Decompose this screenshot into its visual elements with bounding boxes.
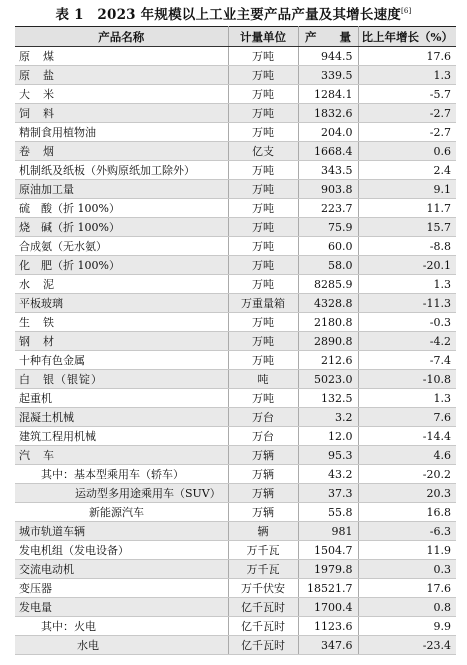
output-value: 132.5	[298, 389, 358, 408]
unit: 辆	[228, 522, 298, 541]
output-value: 944.5	[298, 47, 358, 66]
unit: 万辆	[228, 503, 298, 522]
product-name: 硫 酸（折 100%）	[15, 199, 228, 218]
growth-value: 9.9	[358, 617, 456, 636]
growth-value: 0.6	[358, 142, 456, 161]
output-value: 8285.9	[298, 275, 358, 294]
product-name: 水电	[15, 636, 228, 655]
output-value: 60.0	[298, 237, 358, 256]
output-value: 5023.0	[298, 370, 358, 389]
table-row	[15, 427, 456, 446]
product-name: 混凝土机械	[15, 408, 228, 427]
growth-value: -23.4	[358, 636, 456, 655]
product-name: 发电量	[15, 598, 228, 617]
table-row	[15, 85, 456, 104]
output-value: 95.3	[298, 446, 358, 465]
unit: 万吨	[228, 332, 298, 351]
growth-value: -20.2	[358, 465, 456, 484]
output-value: 339.5	[298, 66, 358, 85]
table-row	[15, 617, 456, 636]
output-value: 4328.8	[298, 294, 358, 313]
product-name: 新能源汽车	[15, 503, 228, 522]
output-value: 223.7	[298, 199, 358, 218]
growth-value: -2.7	[358, 123, 456, 142]
product-name: 起重机	[15, 389, 228, 408]
growth-value: -8.8	[358, 237, 456, 256]
unit: 万吨	[228, 389, 298, 408]
product-name: 变压器	[15, 579, 228, 598]
unit: 万吨	[228, 66, 298, 85]
product-name: 其中：火电	[15, 617, 228, 636]
growth-value: -7.4	[358, 351, 456, 370]
product-name: 钢 材	[15, 332, 228, 351]
unit: 万吨	[228, 218, 298, 237]
product-name: 运动型多用途乘用车（SUV）	[15, 484, 228, 503]
output-value: 1700.4	[298, 598, 358, 617]
unit: 万吨	[228, 104, 298, 123]
product-name: 城市轨道车辆	[15, 522, 228, 541]
product-name: 原油加工量	[15, 180, 228, 199]
unit: 万千瓦	[228, 560, 298, 579]
unit: 亿千瓦时	[228, 636, 298, 655]
unit: 万台	[228, 427, 298, 446]
unit: 万吨	[228, 275, 298, 294]
unit: 万辆	[228, 446, 298, 465]
growth-value: -2.7	[358, 104, 456, 123]
growth-value: 17.6	[358, 47, 456, 66]
unit: 万吨	[228, 180, 298, 199]
output-value: 347.6	[298, 636, 358, 655]
growth-value: 11.7	[358, 199, 456, 218]
table-row	[15, 579, 456, 598]
unit: 万台	[228, 408, 298, 427]
product-name: 精制食用植物油	[15, 123, 228, 142]
product-name: 其中：基本型乘用车（轿车）	[15, 465, 228, 484]
output-value: 343.5	[298, 161, 358, 180]
unit: 万吨	[228, 123, 298, 142]
growth-value: 4.6	[358, 446, 456, 465]
growth-value: 9.1	[358, 180, 456, 199]
product-name: 原 煤	[15, 47, 228, 66]
output-value: 981	[298, 522, 358, 541]
output-value: 12.0	[298, 427, 358, 446]
output-value: 1832.6	[298, 104, 358, 123]
product-name: 大 米	[15, 85, 228, 104]
table-row	[15, 142, 456, 161]
output-value: 1123.6	[298, 617, 358, 636]
unit: 万吨	[228, 313, 298, 332]
growth-value: 1.3	[358, 275, 456, 294]
table-row	[15, 180, 456, 199]
product-name: 发电机组（发电设备）	[15, 541, 228, 560]
growth-value: -11.3	[358, 294, 456, 313]
growth-value: 11.9	[358, 541, 456, 560]
growth-value: 0.3	[358, 560, 456, 579]
table-title	[0, 3, 467, 23]
unit: 万吨	[228, 351, 298, 370]
product-name: 十种有色金属	[15, 351, 228, 370]
table-row	[15, 123, 456, 142]
unit: 万重量箱	[228, 294, 298, 313]
table-row	[15, 541, 456, 560]
growth-value: 16.8	[358, 503, 456, 522]
table-header-row	[15, 27, 456, 47]
product-output-table	[15, 26, 456, 655]
header-unit: 计量单位	[228, 27, 298, 47]
product-name: 平板玻璃	[15, 294, 228, 313]
unit: 万吨	[228, 161, 298, 180]
product-name: 合成氨（无水氨）	[15, 237, 228, 256]
growth-value: -5.7	[358, 85, 456, 104]
table-row	[15, 104, 456, 123]
unit: 吨	[228, 370, 298, 389]
table-row	[15, 522, 456, 541]
output-value: 2890.8	[298, 332, 358, 351]
product-name: 原 盐	[15, 66, 228, 85]
table-row	[15, 503, 456, 522]
table-row	[15, 218, 456, 237]
growth-value: 7.6	[358, 408, 456, 427]
output-value: 1284.1	[298, 85, 358, 104]
growth-value: -14.4	[358, 427, 456, 446]
unit: 万吨	[228, 256, 298, 275]
output-value: 58.0	[298, 256, 358, 275]
table-row	[15, 465, 456, 484]
growth-value: -4.2	[358, 332, 456, 351]
table-row	[15, 332, 456, 351]
output-value: 1979.8	[298, 560, 358, 579]
output-value: 1504.7	[298, 541, 358, 560]
product-name: 烧 碱（折 100%）	[15, 218, 228, 237]
header-output: 产 量	[298, 27, 358, 47]
footnote-reference: [6]	[400, 7, 412, 15]
table-row	[15, 256, 456, 275]
growth-value: -6.3	[358, 522, 456, 541]
table-row	[15, 294, 456, 313]
unit: 万千伏安	[228, 579, 298, 598]
unit: 亿千瓦时	[228, 598, 298, 617]
growth-value: 2.4	[358, 161, 456, 180]
product-name: 汽 车	[15, 446, 228, 465]
output-value: 212.6	[298, 351, 358, 370]
unit: 万千瓦	[228, 541, 298, 560]
output-value: 3.2	[298, 408, 358, 427]
table-row	[15, 484, 456, 503]
growth-value: 17.6	[358, 579, 456, 598]
table-row	[15, 66, 456, 85]
output-value: 204.0	[298, 123, 358, 142]
growth-value: 1.3	[358, 66, 456, 85]
product-name: 建筑工程用机械	[15, 427, 228, 446]
product-name: 化 肥（折 100%）	[15, 256, 228, 275]
table-row	[15, 237, 456, 256]
table-row	[15, 351, 456, 370]
product-name: 生 铁	[15, 313, 228, 332]
growth-value: -10.8	[358, 370, 456, 389]
unit: 万吨	[228, 199, 298, 218]
growth-value: 20.3	[358, 484, 456, 503]
unit: 亿支	[228, 142, 298, 161]
unit: 万辆	[228, 484, 298, 503]
output-value: 1668.4	[298, 142, 358, 161]
output-value: 903.8	[298, 180, 358, 199]
output-value: 43.2	[298, 465, 358, 484]
product-name: 卷 烟	[15, 142, 228, 161]
growth-value: -0.3	[358, 313, 456, 332]
product-name: 交流电动机	[15, 560, 228, 579]
table-row	[15, 275, 456, 294]
unit: 万吨	[228, 237, 298, 256]
table-row	[15, 199, 456, 218]
product-name: 水 泥	[15, 275, 228, 294]
output-value: 37.3	[298, 484, 358, 503]
table-row	[15, 389, 456, 408]
output-value: 75.9	[298, 218, 358, 237]
table-title-text: 表 1 2023 年规模以上工业主要产品产量及其增长速度	[55, 7, 401, 23]
unit: 亿千瓦时	[228, 617, 298, 636]
table-row	[15, 446, 456, 465]
table-row	[15, 370, 456, 389]
unit: 万吨	[228, 47, 298, 66]
product-name: 饲 料	[15, 104, 228, 123]
growth-value: 15.7	[358, 218, 456, 237]
unit: 万辆	[228, 465, 298, 484]
table-row	[15, 560, 456, 579]
header-growth: 比上年增长（%）	[358, 27, 456, 47]
table-row	[15, 598, 456, 617]
growth-value: 1.3	[358, 389, 456, 408]
table-row	[15, 408, 456, 427]
output-value: 55.8	[298, 503, 358, 522]
table-row	[15, 161, 456, 180]
output-value: 18521.7	[298, 579, 358, 598]
product-name: 白 银（银锭）	[15, 370, 228, 389]
table-row	[15, 47, 456, 66]
growth-value: 0.8	[358, 598, 456, 617]
table-row	[15, 636, 456, 655]
product-name: 机制纸及纸板（外购原纸加工除外）	[15, 161, 228, 180]
table-row	[15, 313, 456, 332]
unit: 万吨	[228, 85, 298, 104]
growth-value: -20.1	[358, 256, 456, 275]
header-product-name: 产品名称	[15, 27, 228, 47]
output-value: 2180.8	[298, 313, 358, 332]
